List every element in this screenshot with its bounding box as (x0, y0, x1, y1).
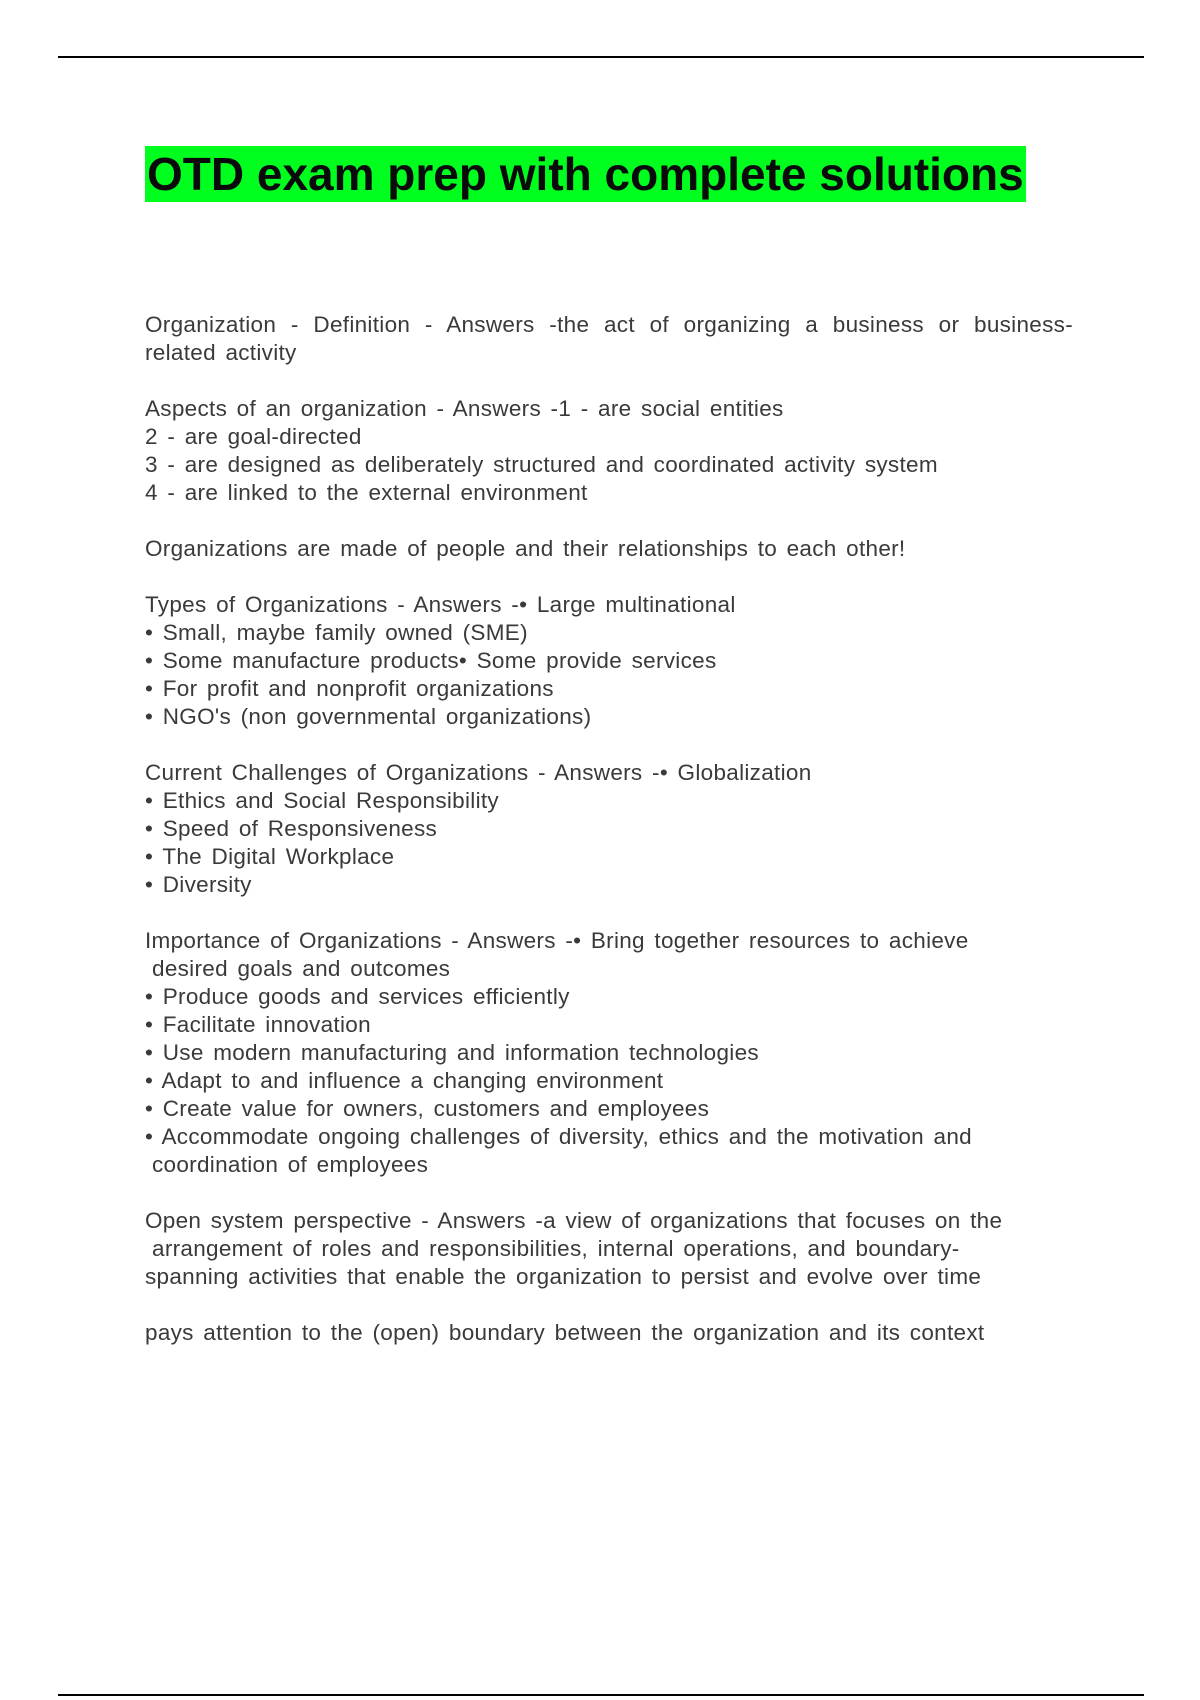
bottom-rule (58, 1694, 1144, 1696)
entry-aspects-of-organization (145, 395, 1073, 507)
entry-open-system-perspective (145, 1207, 1073, 1291)
entry-current-challenges (145, 759, 1073, 899)
entry-importance-of-organizations (145, 927, 1073, 1179)
entry-people-relationships (145, 535, 1073, 563)
entry-line: • Accommodate ongoing challenges of diversity, ethics and the motivation and (145, 1124, 972, 1149)
entry-line: Open system perspective - Answers -a view of organizations that focuses on the (145, 1208, 1003, 1233)
entry-line: pays attention to the (open) boundary between the organization and its context (145, 1320, 985, 1345)
entry-line: Aspects of an organization - Answers -1 - are social entities (145, 396, 784, 421)
entry-line: Current Challenges of Organizations - Answers -• Globalization (145, 760, 812, 785)
entry-line: • Some manufacture products• Some provide services (145, 648, 717, 673)
entry-line: Importance of Organizations - Answers -• Bring together resources to achieve (145, 928, 969, 953)
entry-line: Organization - Definition - Answers -the act of organizing a business or business- (145, 312, 1073, 337)
entry-line: • Facilitate innovation (145, 1012, 371, 1037)
top-rule (58, 56, 1144, 58)
entry-line: spanning activities that enable the organization to persist and evolve over time (145, 1264, 982, 1289)
entry-line: • Produce goods and services efficiently (145, 984, 570, 1009)
entry-line: related activity (145, 340, 297, 365)
entry-line: arrangement of roles and responsibilities, internal operations, and boundary- (152, 1236, 960, 1261)
entry-line: • Ethics and Social Responsibility (145, 788, 499, 813)
entry-line: Organizations are made of people and their relationships to each other! (145, 536, 906, 561)
entry-line: 3 - are designed as deliberately structured and coordinated activity system (145, 452, 938, 477)
entry-line: • Use modern manufacturing and information technologies (145, 1040, 759, 1065)
entry-organization-definition (145, 311, 1073, 367)
entry-line: • For profit and nonprofit organizations (145, 676, 554, 701)
entry-line: desired goals and outcomes (152, 956, 451, 981)
document-title: OTD exam prep with complete solutions (147, 148, 1024, 200)
entry-line: • The Digital Workplace (145, 844, 395, 869)
entry-line: • Speed of Responsiveness (145, 816, 438, 841)
entry-open-boundary-note (145, 1319, 1073, 1347)
document-body (145, 311, 1073, 1375)
entry-line: • NGO's (non governmental organizations) (145, 704, 592, 729)
entry-line: 4 - are linked to the external environment (145, 480, 588, 505)
entry-line: • Small, maybe family owned (SME) (145, 620, 528, 645)
entry-line: 2 - are goal-directed (145, 424, 362, 449)
entry-line: Types of Organizations - Answers -• Large multinational (145, 592, 736, 617)
entry-line: • Diversity (145, 872, 252, 897)
entry-line: • Create value for owners, customers and employees (145, 1096, 710, 1121)
entry-line: • Adapt to and influence a changing environment (145, 1068, 664, 1093)
entry-line: coordination of employees (152, 1152, 429, 1177)
entry-types-of-organizations (145, 591, 1073, 731)
